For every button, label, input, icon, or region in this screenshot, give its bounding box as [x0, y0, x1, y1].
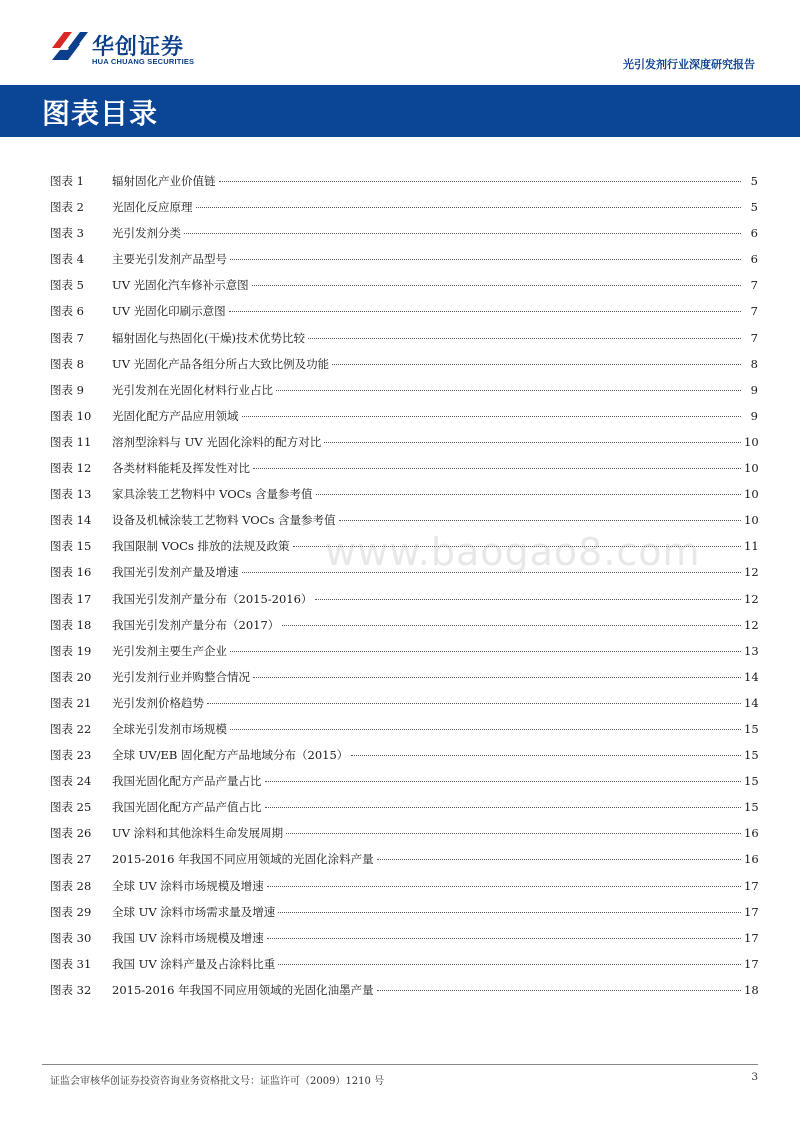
toc-leader-dots [230, 259, 741, 260]
toc-entry-page: 16 [744, 852, 759, 867]
toc-entry-title: 我国 UV 涂料产量及占涂料比重 [112, 956, 276, 971]
logo-chinese-name: 华创证券 [92, 35, 185, 60]
toc-leader-dots [351, 755, 741, 756]
toc-entry-title: 光引发剂在光固化材料行业占比 [112, 382, 273, 397]
toc-entry-page: 7 [750, 278, 758, 293]
toc-entry-title: 溶剂型涂料与 UV 光固化涂料的配方对比 [112, 434, 322, 449]
toc-entry[interactable] [50, 899, 758, 925]
toc-entry[interactable] [50, 377, 758, 403]
toc-leader-dots [286, 833, 741, 834]
toc-entry-title: 家具涂装工艺物料中 VOCs 含量参考值 [112, 487, 313, 502]
toc-entry-label: 图表 15 [50, 539, 92, 554]
toc-entry-title: 光引发剂分类 [112, 226, 181, 241]
toc-entry[interactable] [50, 951, 758, 977]
toc-entry-title: 全球 UV 涂料市场需求量及增速 [112, 904, 276, 919]
toc-entry-page: 5 [750, 200, 758, 215]
toc-entry[interactable] [50, 925, 758, 951]
toc-entry-title: 全球 UV 涂料市场规模及增速 [112, 878, 264, 893]
toc-entry[interactable] [50, 768, 758, 794]
toc-entry-label: 图表 16 [50, 565, 92, 580]
toc-entry[interactable] [50, 846, 758, 872]
toc-entry-label: 图表 8 [50, 356, 84, 371]
toc-entry-label: 图表 5 [50, 278, 84, 293]
toc-entry-page: 12 [744, 617, 759, 632]
toc-entry-label: 图表 19 [50, 643, 92, 658]
toc-entry-page: 17 [744, 904, 759, 919]
toc-entry-label: 图表 12 [50, 461, 92, 476]
toc-entry-label: 图表 11 [50, 434, 92, 449]
toc-entry-page: 10 [744, 461, 759, 476]
toc-entry-label: 图表 31 [50, 956, 92, 971]
toc-entry-page: 6 [750, 226, 758, 241]
toc-entry-title: 我国 UV 涂料市场规模及增速 [112, 930, 264, 945]
company-logo [50, 26, 210, 70]
toc-entry-title: 主要光引发剂产品型号 [112, 252, 227, 267]
toc-entry-title: 我国光引发剂产量分布（2017） [112, 617, 280, 632]
toc-leader-dots [230, 729, 741, 730]
toc-entry[interactable] [50, 194, 758, 220]
toc-leader-dots [267, 886, 741, 887]
toc-entry-title: 光引发剂行业并购整合情况 [112, 669, 250, 684]
toc-entry-page: 10 [744, 513, 759, 528]
toc-entry-label: 图表 4 [50, 252, 84, 267]
toc-entry-label: 图表 17 [50, 591, 92, 606]
toc-entry-title: 辐射固化产业价值链 [112, 174, 216, 188]
toc-entry-title: 我国光固化配方产品产值占比 [112, 800, 262, 815]
toc-entry-title: 2015-2016 年我国不同应用领域的光固化油墨产量 [112, 982, 374, 997]
toc-entry[interactable] [50, 612, 758, 638]
toc-entry-page: 15 [744, 800, 759, 815]
toc-leader-dots [196, 207, 742, 208]
toc-entry-label: 图表 22 [50, 721, 92, 736]
toc-leader-dots [324, 442, 741, 443]
toc-entry-page: 6 [750, 252, 758, 267]
toc-entry[interactable] [50, 403, 758, 429]
toc-entry-page: 17 [744, 878, 759, 893]
toc-leader-dots [316, 494, 741, 495]
toc-leader-dots [276, 390, 741, 391]
toc-entry-page: 10 [744, 434, 759, 449]
toc-entry-page: 10 [744, 487, 759, 502]
toc-entry-label: 图表 10 [50, 408, 92, 423]
toc-entry-title: 2015-2016 年我国不同应用领域的光固化涂料产量 [112, 852, 374, 867]
toc-entry[interactable] [50, 429, 758, 455]
toc-leader-dots [267, 938, 741, 939]
toc-entry-page: 14 [744, 695, 759, 710]
toc-entry-page: 17 [744, 956, 759, 971]
toc-entry[interactable] [50, 481, 758, 507]
toc-entry-page: 9 [750, 382, 758, 397]
toc-entry-page: 12 [744, 591, 759, 606]
toc-leader-dots [315, 599, 741, 600]
toc-entry-label: 图表 6 [50, 304, 84, 319]
toc-entry-label: 图表 29 [50, 904, 92, 919]
toc-entry-label: 图表 2 [50, 200, 84, 215]
toc-leader-dots [229, 311, 741, 312]
toc-entry[interactable] [50, 325, 758, 351]
toc-entry-page: 12 [744, 565, 759, 580]
toc-entry[interactable] [50, 794, 758, 820]
toc-entry[interactable] [50, 820, 758, 846]
toc-entry-page: 17 [744, 930, 759, 945]
toc-entry-title: 我国限制 VOCs 排放的法规及政策 [112, 539, 290, 554]
toc-entry-label: 图表 21 [50, 695, 92, 710]
toc-entry-label: 图表 1 [50, 174, 84, 188]
toc-entry[interactable] [50, 716, 758, 742]
toc-entry[interactable] [50, 742, 758, 768]
footer-license: 证监会审核华创证券投资咨询业务资格批文号：证监许可（2009）1210 号 [50, 1076, 385, 1087]
toc-entry-title: UV 光固化产品各组分所占大致比例及功能 [112, 356, 330, 371]
toc-entry[interactable] [50, 168, 758, 194]
toc-leader-dots [253, 677, 741, 678]
toc-entry-page: 14 [744, 669, 759, 684]
toc-entry-page: 8 [750, 356, 758, 371]
toc-entry-title: UV 光固化印刷示意图 [112, 304, 226, 319]
toc-leader-dots [278, 964, 741, 965]
toc-entry-page: 5 [750, 174, 758, 188]
toc-entry-title: 各类材料能耗及挥发性对比 [112, 461, 250, 476]
footer-divider [42, 1064, 758, 1065]
watermark: www.baogao8.com [325, 530, 701, 574]
toc-leader-dots [377, 990, 741, 991]
toc-entry-page: 15 [744, 748, 759, 763]
toc-leader-dots [207, 703, 741, 704]
toc-entry[interactable] [50, 873, 758, 899]
toc-entry-label: 图表 18 [50, 617, 92, 632]
toc-leader-dots [252, 285, 741, 286]
toc-entry[interactable] [50, 455, 758, 481]
figure-list [50, 168, 758, 1003]
toc-entry-title: 光引发剂价格趋势 [112, 695, 204, 710]
toc-entry-page: 7 [750, 330, 758, 345]
toc-entry-title: 全球光引发剂市场规模 [112, 721, 227, 736]
toc-leader-dots [242, 416, 742, 417]
logo-english-name: HUA CHUANG SECURITIES [92, 57, 195, 66]
toc-leader-dots [219, 181, 742, 182]
toc-entry[interactable] [50, 246, 758, 272]
toc-entry-page: 16 [744, 826, 759, 841]
page-number: 3 [751, 1071, 758, 1083]
toc-entry-label: 图表 23 [50, 748, 92, 763]
toc-entry-label: 图表 24 [50, 774, 92, 789]
toc-entry-label: 图表 32 [50, 982, 92, 997]
toc-leader-dots [339, 520, 741, 521]
toc-entry-title: 光固化反应原理 [112, 200, 193, 215]
toc-entry[interactable] [50, 977, 758, 1003]
toc-entry-label: 图表 14 [50, 513, 92, 528]
toc-leader-dots [278, 912, 741, 913]
toc-entry-label: 图表 28 [50, 878, 92, 893]
toc-entry-title: 全球 UV/EB 固化配方产品地域分布（2015） [112, 748, 349, 763]
page-header [0, 0, 800, 85]
toc-leader-dots [308, 338, 741, 339]
toc-entry-page: 18 [744, 982, 759, 997]
toc-entry-page: 11 [744, 539, 759, 554]
logo-mark-icon [50, 26, 90, 66]
toc-entry-page: 9 [750, 408, 758, 423]
toc-entry[interactable] [50, 298, 758, 324]
toc-entry-page: 15 [744, 774, 759, 789]
toc-entry-title: 设备及机械涂装工艺物料 VOCs 含量参考值 [112, 513, 336, 528]
toc-entry[interactable] [50, 586, 758, 612]
toc-entry-title: 辐射固化与热固化(干燥)技术优势比较 [112, 330, 305, 345]
toc-leader-dots [332, 364, 741, 365]
toc-entry-label: 图表 26 [50, 826, 92, 841]
toc-entry-title: 我国光引发剂产量分布（2015-2016） [112, 591, 313, 606]
toc-entry-title: 光引发剂主要生产企业 [112, 643, 227, 658]
toc-entry[interactable] [50, 638, 758, 664]
toc-entry-page: 7 [750, 304, 758, 319]
toc-entry[interactable] [50, 272, 758, 298]
toc-entry[interactable] [50, 690, 758, 716]
toc-leader-dots [377, 859, 741, 860]
toc-entry[interactable] [50, 220, 758, 246]
section-banner [0, 85, 800, 137]
toc-entry-label: 图表 9 [50, 382, 84, 397]
toc-entry[interactable] [50, 664, 758, 690]
toc-leader-dots [265, 807, 742, 808]
toc-entry-title: UV 光固化汽车修补示意图 [112, 278, 249, 293]
toc-entry[interactable] [50, 351, 758, 377]
toc-entry-label: 图表 3 [50, 226, 84, 241]
toc-leader-dots [184, 233, 741, 234]
toc-entry-title: 我国光引发剂产量及增速 [112, 565, 239, 580]
toc-entry-title: UV 涂料和其他涂料生命发展周期 [112, 826, 284, 841]
toc-leader-dots [282, 625, 741, 626]
toc-entry-label: 图表 27 [50, 852, 92, 867]
toc-entry-page: 15 [744, 721, 759, 736]
toc-entry-label: 图表 7 [50, 330, 84, 345]
section-title: 图表目录 [42, 97, 159, 130]
toc-entry-title: 我国光固化配方产品产量占比 [112, 774, 262, 789]
toc-entry-label: 图表 25 [50, 800, 92, 815]
toc-leader-dots [265, 781, 742, 782]
toc-leader-dots [230, 651, 741, 652]
toc-entry-page: 13 [744, 643, 759, 658]
report-title: 光引发剂行业深度研究报告 [623, 58, 755, 71]
toc-entry-label: 图表 30 [50, 930, 92, 945]
toc-leader-dots [253, 468, 741, 469]
toc-entry-title: 光固化配方产品应用领域 [112, 408, 239, 423]
toc-entry-label: 图表 20 [50, 669, 92, 684]
toc-entry-label: 图表 13 [50, 487, 92, 502]
